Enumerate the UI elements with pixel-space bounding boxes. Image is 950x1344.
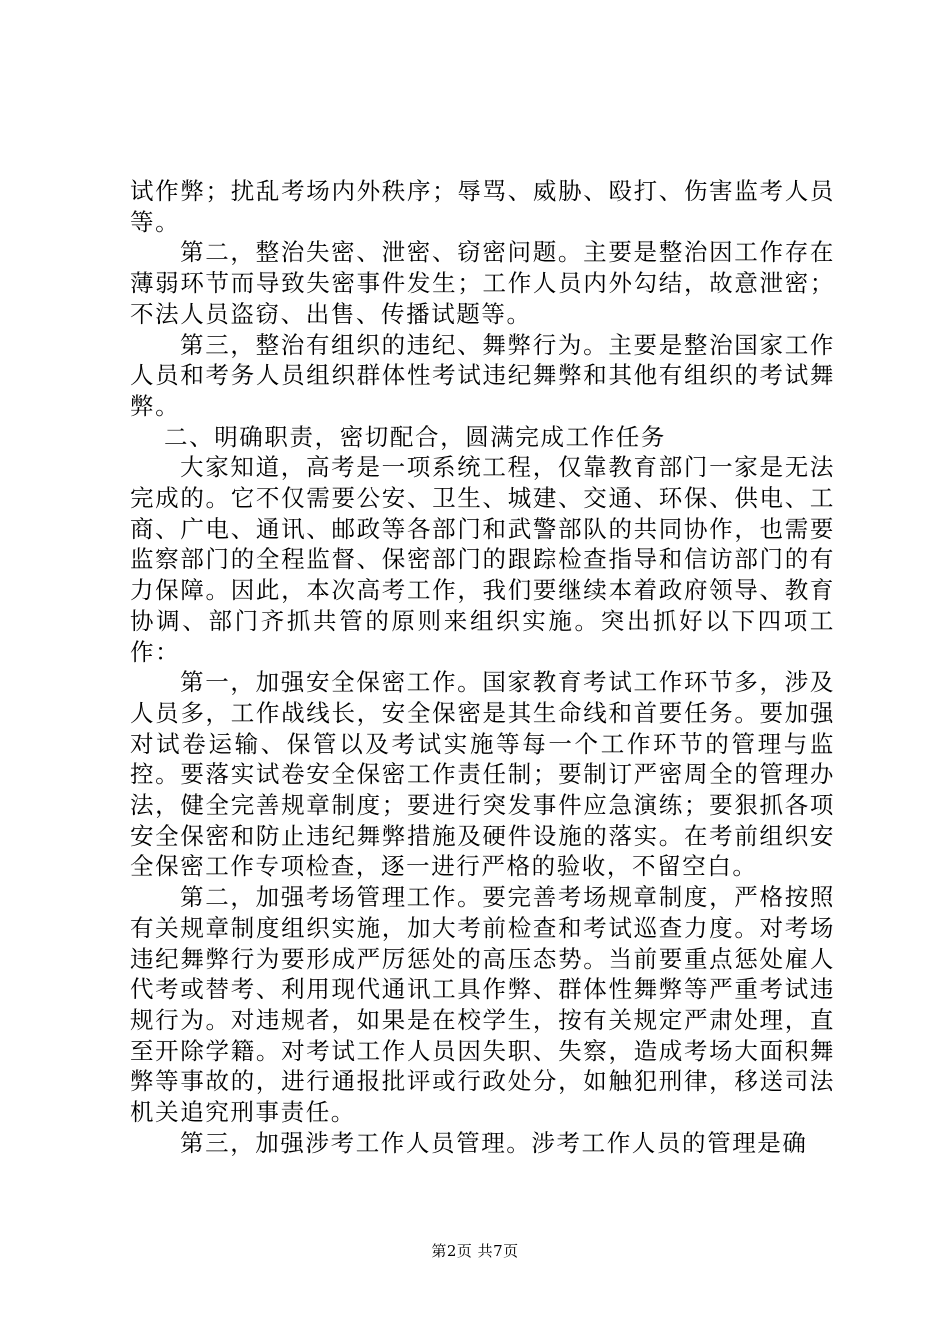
paragraph-item-three: 第三，整治有组织的违纪、舞弊行为。主要是整治国家工作人员和考务人员组织群体性考试违纪舞弊和其他有组织的考试舞弊。 — [130, 330, 835, 420]
paragraph-intro: 大家知道，高考是一项系统工程，仅靠教育部门一家是无法完成的。它不仅需要公安、卫生、城建、交通、环保、供电、工商、广电、通讯、邮政等各部门和武警部队的共同协作，也需要监察部门的全程监督、保密部门的跟踪检查指导和信访部门的有力保障。因此，本次高考工作，我们要继续本着政府领导、教育协调、部门齐抓共管的原则来组织实施。突出抓好以下四项工作： — [130, 453, 835, 666]
document-body — [130, 176, 835, 1159]
paragraph-item-two: 第二，整治失密、泄密、窃密问题。主要是整治因工作存在薄弱环节而导致失密事件发生；工作人员内外勾结，故意泄密；不法人员盗窃、出售、传播试题等。 — [130, 238, 835, 328]
paragraph-exam-room: 第二，加强考场管理工作。要完善考场规章制度，严格按照有关规章制度组织实施，加大考前检查和考试巡查力度。对考场违纪舞弊行为要形成严厉惩处的高压态势。当前要重点惩处雇人代考或替考、利用现代通讯工具作弊、群体性舞弊等严重考试违规行为。对违规者，如果是在校学生，按有关规定严肃处理，直至开除学籍。对考试工作人员因失职、失察，造成考场大面积舞弊等事故的，进行通报批评或行政处分，如触犯刑律，移送司法机关追究刑事责任。 — [130, 883, 835, 1127]
paragraph-continuation: 试作弊；扰乱考场内外秩序；辱骂、威胁、殴打、伤害监考人员等。 — [130, 177, 835, 236]
paragraph-security: 第一，加强安全保密工作。国家教育考试工作环节多，涉及人员多，工作战线长，安全保密是其生命线和首要任务。要加强对试卷运输、保管以及考试实施等每一个工作环节的管理与监控。要落实试卷安全保密工作责任制；要制订严密周全的管理办法，健全完善规章制度；要进行突发事件应急演练；要狠抓各项安全保密和防止违纪舞弊措施及硬件设施的落实。在考前组织安全保密工作专项检查，逐一进行严格的验收，不留空白。 — [130, 668, 835, 881]
page-number-footer: 第2页 共7页 — [431, 1242, 519, 1260]
section-heading: 二、明确职责，密切配合，圆满完成工作任务 — [164, 422, 666, 451]
paragraph-staff: 第三，加强涉考工作人员管理。涉考工作人员的管理是确 — [180, 1128, 808, 1157]
